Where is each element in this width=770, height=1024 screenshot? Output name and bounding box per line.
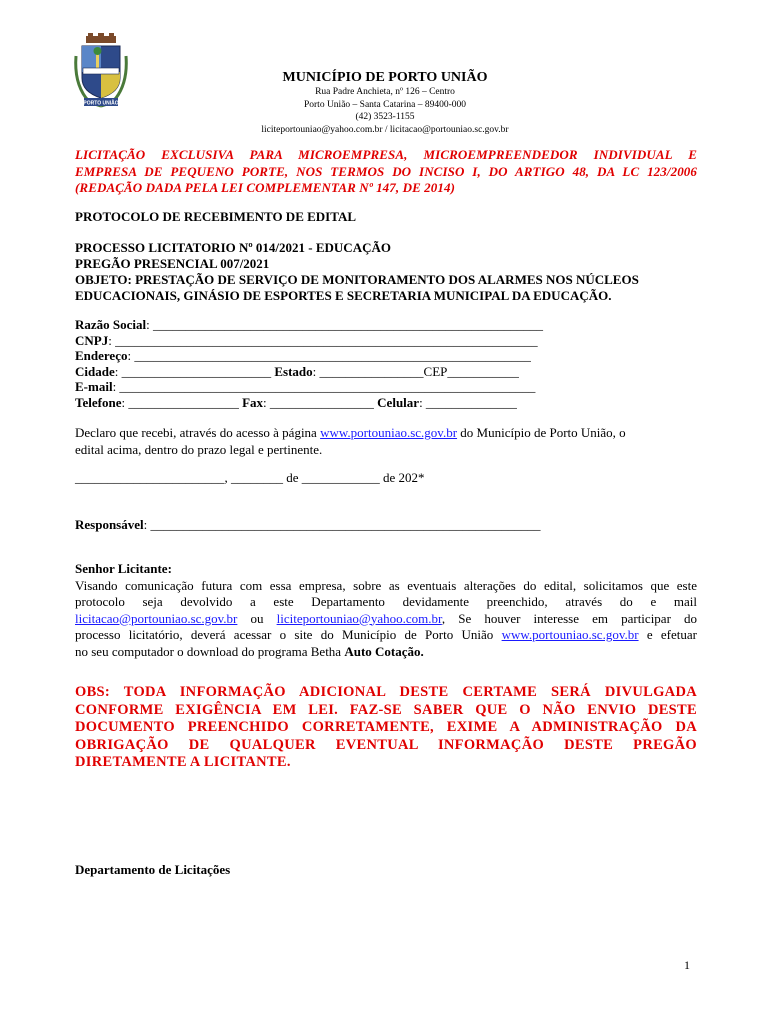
page-number: 1 [684, 958, 690, 972]
date-line[interactable]: _______________________, ________ de ____________ de 202* [75, 470, 425, 485]
responsavel-field[interactable]: Responsável: ____________________________________________________________ [75, 517, 541, 532]
site-link[interactable]: www.portouniao.sc.gov.br [501, 627, 639, 642]
email-licitacao-link[interactable]: licitacao@portouniao.sc.gov.br [75, 610, 238, 626]
address-line: Rua Padre Anchieta, nº 126 – Centro [315, 87, 455, 97]
obs-line: OBRIGAÇÃO DE QUALQUER EVENTUAL INFORMAÇÃO DESTE PREGÃO [75, 736, 697, 753]
declaration-paragraph: Declaro que recebi, através do acesso à página www.portouniao.sc.gov.br do Município de Porto União, o edital acima, dentro do prazo legal e pertinente. [75, 425, 626, 457]
notice-line: (REDAÇÃO DADA PELA LEI COMPLEMENTAR Nº 147, DE 2014) [75, 180, 456, 195]
obs-line: DIRETAMENTE A LICITANTE. [75, 754, 291, 770]
letterhead [130, 69, 640, 136]
crest-banner-text: PORTO UNIÃO [83, 100, 119, 107]
notice-line: LICITAÇÃO EXCLUSIVA PARA MICROEMPRESA, MICROEMPREENDEDOR INDIVIDUAL E [75, 147, 697, 162]
notice-line: EMPRESA DE PEQUENO PORTE, NOS TERMOS DO INCISO I, DO ARTIGO 48, DA LC 123/2006 [75, 163, 697, 179]
object-line: EDUCACIONAIS, GINÁSIO DE ESPORTES E SECRETARIA MUNICIPAL DA EDUCAÇÃO. [75, 288, 612, 303]
obs-notice [75, 684, 697, 772]
obs-line: DOCUMENTO PREENCHIDO CORRETAMENTE, EXIME A ADMINISTRAÇÃO DA [75, 719, 697, 735]
process-block [75, 240, 697, 304]
razao-social-field[interactable]: Razão Social: ____________________________________________________________ [75, 317, 544, 332]
bidder-form [75, 317, 595, 410]
cidade-estado-cep-field[interactable]: Cidade: _______________________ Estado: ________________CEP___________ [75, 363, 519, 379]
email-yahoo-link[interactable]: liciteportouniao@yahoo.com.br [276, 610, 442, 626]
emails-line: liciteportouniao@yahoo.com.br / licitacao@portouniao.sc.gov.br [261, 124, 509, 135]
obs-line: OBS: TODA INFORMAÇÃO ADICIONAL DESTE CERTAME SERÁ DIVULGADA [75, 684, 697, 700]
phone-line: (42) 3523-1155 [355, 112, 415, 122]
email-field[interactable]: E-mail: ________________________________________________________________ [75, 379, 536, 394]
protocol-title: PROTOCOLO DE RECEBIMENTO DE EDITAL [75, 209, 356, 224]
municipality-title: MUNICÍPIO DE PORTO UNIÃO [282, 70, 488, 85]
process-number: PROCESSO LICITATORIO Nº 014/2021 - EDUCAÇÃO [75, 240, 391, 255]
senhor-title: Senhor Licitante: [75, 561, 172, 576]
cnpj-field[interactable]: CNPJ: _________________________________________________________________ [75, 332, 538, 348]
object-line: OBJETO: PRESTAÇÃO DE SERVIÇO DE MONITORAMENTO DOS ALARMES NOS NÚCLEOS [75, 272, 639, 287]
department-signature: Departamento de Licitações [75, 862, 231, 877]
pregao-number: PREGÃO PRESENCIAL 007/2021 [75, 256, 270, 271]
bidder-instructions: Senhor Licitante: Visando comunicação futura com essa empresa, sobre as eventuais alterações do edital, solicitamos que este protocolo seja devolvido a este Departamento devidamente preenchido, através do e mail licitacao@portouniao.sc.gov.br ou liciteportouniao@yahoo.com.br, Se houver interesse em participar do processo licitatório, deverá acessar o site do Município de Porto União www.portouniao.sc.gov.br e efetuar no seu computador o download do programa Betha Auto Cotação. [75, 561, 698, 659]
city-line: Porto União – Santa Catarina – 89400-000 [303, 99, 466, 110]
telefone-fax-celular-field[interactable]: Telefone: _________________ Fax: ________________ Celular: ______________ [75, 394, 517, 410]
portal-link[interactable]: www.portouniao.sc.gov.br [320, 425, 458, 440]
obs-line: CONFORME EXIGÊNCIA EM LEI. FAZ-SE SABER QUE O NÃO ENVIO DESTE [75, 701, 697, 718]
program-name: Auto Cotação. [344, 643, 424, 659]
endereco-field[interactable]: Endereço: _____________________________________________________________ [75, 348, 531, 363]
exclusive-bid-notice [75, 147, 697, 197]
municipal-crest-logo [72, 32, 130, 112]
